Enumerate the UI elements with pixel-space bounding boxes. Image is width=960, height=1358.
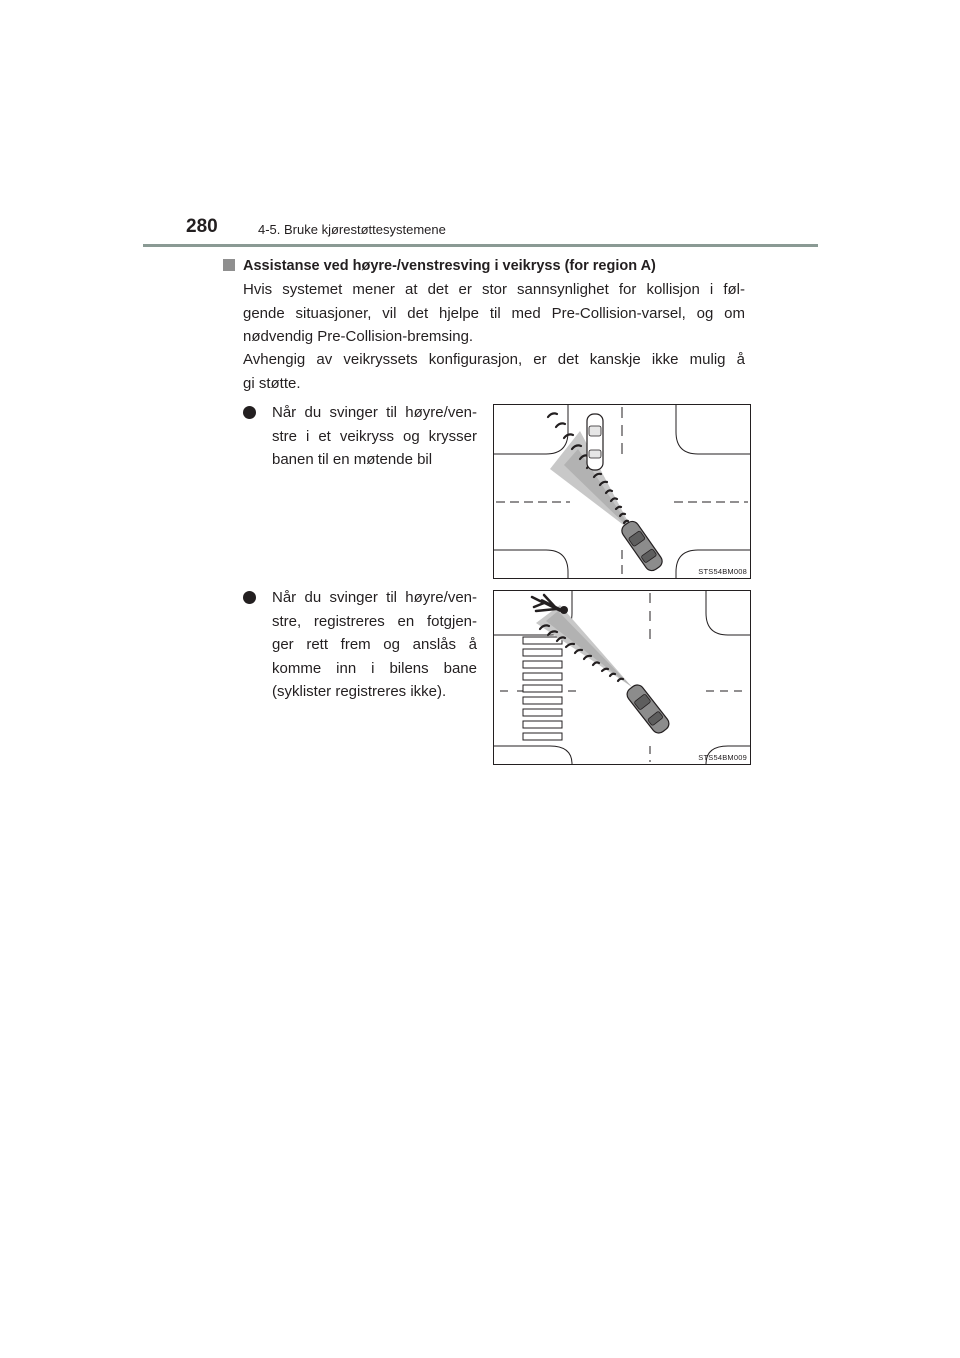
paragraph-line: nødvendig Pre-Collision-bremsing.: [243, 328, 474, 345]
paragraph-line: Avhengig av veikryssets konfigurasjon, er det kanskje ikke mulig å: [243, 351, 745, 368]
paragraph-line: Hvis systemet mener at det er stor sannsynlighet for kollisjon i føl-: [243, 281, 745, 298]
figure-pedestrian: [493, 590, 751, 765]
paragraph-2: [243, 348, 745, 395]
bullet-dot-icon: [243, 406, 256, 419]
figure-code: STS54BM008: [698, 567, 747, 576]
intersection-pedestrian-illustration: [494, 591, 750, 764]
bullet-line: ger rett frem og anslås å: [272, 636, 477, 653]
section-heading: [223, 258, 656, 274]
bullet-line: Når du svinger til høyre/ven-: [272, 404, 477, 421]
paragraph-line: gende situasjoner, vil det hjelpe til med Pre-Collision-varsel, og om: [243, 304, 745, 322]
bullet-line: komme inn i bilens bane: [272, 659, 477, 677]
bullet-line: stre, registreres en fotgjen-: [272, 612, 477, 630]
pedestrian-icon: [532, 595, 568, 614]
bullet-line: (syklister registreres ikke).: [272, 683, 447, 700]
bullet-line: Når du svinger til høyre/ven-: [272, 589, 477, 606]
header-rule: [143, 244, 818, 247]
figure-oncoming-car: [493, 404, 751, 579]
paragraph-1: [243, 278, 745, 349]
intersection-car-illustration: [494, 405, 750, 578]
figure-code: STS54BM009: [698, 753, 747, 762]
square-bullet-icon: [223, 259, 235, 271]
page-number: 280: [186, 216, 218, 237]
section-heading-text: Assistanse ved høyre-/venstresving i veikryss (for region A): [243, 258, 656, 274]
bullet-dot-icon: [243, 591, 256, 604]
bullet-line: banen til en møtende bil: [272, 451, 433, 468]
section-title: 4-5. Bruke kjørestøttesystemene: [258, 222, 446, 237]
paragraph-line: gi støtte.: [243, 374, 301, 392]
bullet-line: stre i et veikryss og krysser: [272, 427, 477, 445]
